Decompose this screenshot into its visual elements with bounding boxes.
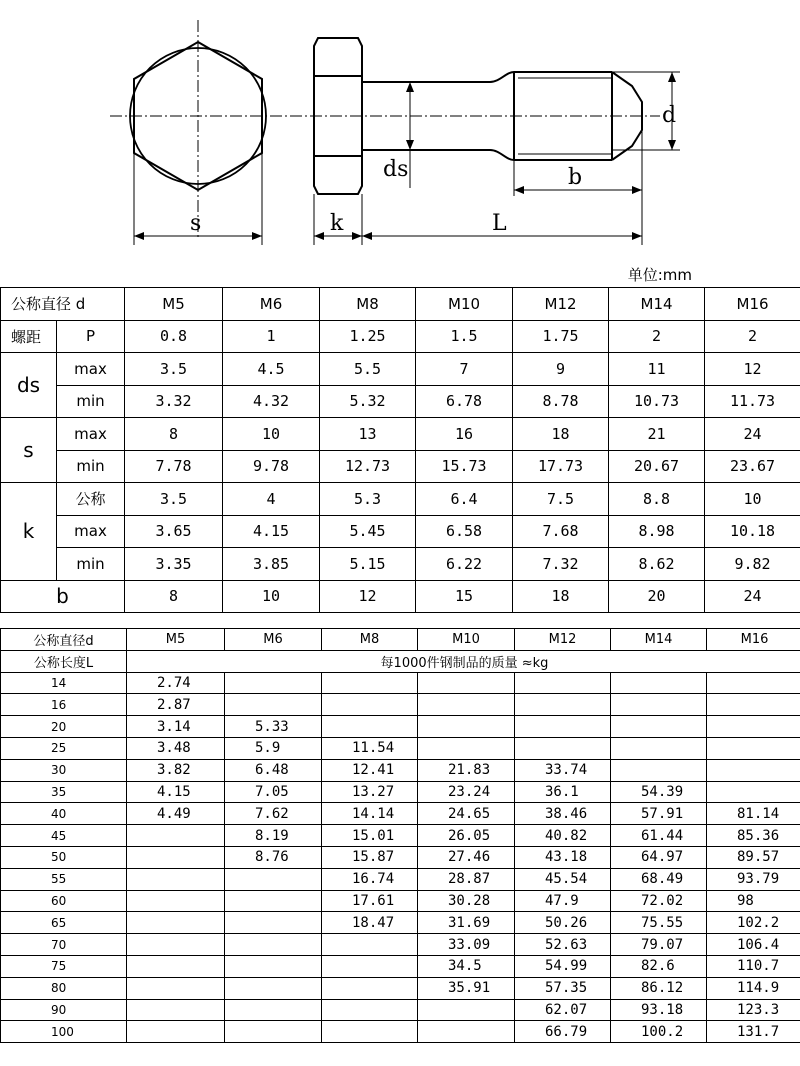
mass-cell: 11.54 xyxy=(322,737,418,759)
mass-cell: 23.24 xyxy=(418,781,515,803)
mass-cell: 75.55 xyxy=(611,912,707,934)
mass-cell xyxy=(418,694,515,716)
mass-cell: 15.01 xyxy=(322,825,418,847)
mass-cell: 54.99 xyxy=(515,955,611,977)
mass-cell: 24.65 xyxy=(418,803,515,825)
k-min-cell: 5.15 xyxy=(320,548,416,581)
k-nom-label: 公称 xyxy=(57,483,125,516)
mass-cell: 15.87 xyxy=(322,846,418,868)
k-min-row xyxy=(1,548,800,581)
mass-cell xyxy=(707,716,800,738)
k-max-cell: 7.68 xyxy=(513,515,609,548)
mass-cell xyxy=(225,977,322,999)
length-cell: 55 xyxy=(1,868,127,890)
mass-cell: 98 xyxy=(707,890,800,912)
s-min-cell: 20.67 xyxy=(609,450,705,483)
min-label: min xyxy=(57,548,125,581)
dim-label-d: d xyxy=(662,103,677,128)
ds-min-cell: 4.32 xyxy=(223,385,320,418)
mass-size-cell: M14 xyxy=(611,629,707,651)
mass-cell: 26.05 xyxy=(418,825,515,847)
mass-cell xyxy=(515,694,611,716)
mass-cell: 47.9 xyxy=(515,890,611,912)
ds-min-cell: 10.73 xyxy=(609,385,705,418)
mass-nominal-label: 公称直径d xyxy=(1,629,127,651)
mass-cell xyxy=(225,999,322,1021)
mass-cell xyxy=(225,912,322,934)
k-nom-cell: 6.4 xyxy=(416,483,513,516)
mass-cell: 93.79 xyxy=(707,868,800,890)
mass-cell xyxy=(127,890,225,912)
dim-label-ds: ds xyxy=(383,157,409,182)
size-cell: M14 xyxy=(609,288,705,321)
mass-cell: 4.49 xyxy=(127,803,225,825)
mass-cell: 35.91 xyxy=(418,977,515,999)
k-nom-cell: 3.5 xyxy=(125,483,223,516)
mass-cell xyxy=(225,694,322,716)
max-label: max xyxy=(57,515,125,548)
k-min-cell: 9.82 xyxy=(705,548,800,581)
ds-min-cell: 5.32 xyxy=(320,385,416,418)
k-min-cell: 6.22 xyxy=(416,548,513,581)
bolt-drawing xyxy=(0,0,800,262)
ds-max-cell: 4.5 xyxy=(223,353,320,386)
k-max-cell: 3.65 xyxy=(125,515,223,548)
mass-cell xyxy=(322,716,418,738)
mass-cell: 31.69 xyxy=(418,912,515,934)
mass-cell: 33.74 xyxy=(515,759,611,781)
length-cell: 40 xyxy=(1,803,127,825)
ds-max-cell: 7 xyxy=(416,353,513,386)
mass-cell: 52.63 xyxy=(515,934,611,956)
mass-cell xyxy=(225,672,322,694)
mass-cell xyxy=(127,868,225,890)
b-cell: 24 xyxy=(705,580,800,613)
mass-cell xyxy=(225,1021,322,1043)
mass-cell: 36.1 xyxy=(515,781,611,803)
mass-caption: 每1000件钢制品的质量 ≈kg xyxy=(127,650,800,672)
dim-label-b: b xyxy=(568,165,583,190)
mass-cell xyxy=(418,999,515,1021)
pitch-label: 螺距 xyxy=(1,320,57,353)
s-label: s xyxy=(1,418,57,483)
mass-cell xyxy=(418,737,515,759)
mass-cell: 81.14 xyxy=(707,803,800,825)
table-row xyxy=(1,912,800,934)
mass-size-cell: M6 xyxy=(225,629,322,651)
ds-max-cell: 12 xyxy=(705,353,800,386)
mass-cell xyxy=(322,694,418,716)
mass-cell: 2.87 xyxy=(127,694,225,716)
mass-cell: 5.33 xyxy=(225,716,322,738)
table-row xyxy=(1,759,800,781)
mass-cell: 100.2 xyxy=(611,1021,707,1043)
mass-cell xyxy=(707,694,800,716)
k-nom-cell: 10 xyxy=(705,483,800,516)
mass-cell: 6.48 xyxy=(225,759,322,781)
mass-cell xyxy=(322,1021,418,1043)
mass-cell xyxy=(127,1021,225,1043)
b-cell: 15 xyxy=(416,580,513,613)
mass-cell: 2.74 xyxy=(127,672,225,694)
pitch-cell: 1 xyxy=(223,320,320,353)
length-cell: 80 xyxy=(1,977,127,999)
mass-cell xyxy=(322,977,418,999)
b-row xyxy=(1,580,800,613)
s-max-cell: 24 xyxy=(705,418,800,451)
k-nom-row xyxy=(1,483,800,516)
ds-max-cell: 11 xyxy=(609,353,705,386)
max-label: max xyxy=(57,353,125,386)
bolt-side-view xyxy=(290,38,680,245)
ds-min-cell: 3.32 xyxy=(125,385,223,418)
b-cell: 12 xyxy=(320,580,416,613)
dim-label-L: L xyxy=(492,211,507,236)
b-cell: 8 xyxy=(125,580,223,613)
mass-size-cell: M8 xyxy=(322,629,418,651)
k-nom-cell: 5.3 xyxy=(320,483,416,516)
mass-cell: 40.82 xyxy=(515,825,611,847)
mass-cell: 54.39 xyxy=(611,781,707,803)
mass-cell xyxy=(225,955,322,977)
mass-table xyxy=(0,628,800,1043)
k-min-cell: 3.35 xyxy=(125,548,223,581)
mass-cell: 89.57 xyxy=(707,846,800,868)
s-max-cell: 18 xyxy=(513,418,609,451)
mass-cell xyxy=(127,977,225,999)
s-max-cell: 21 xyxy=(609,418,705,451)
ds-min-cell: 11.73 xyxy=(705,385,800,418)
size-cell: M6 xyxy=(223,288,320,321)
nominal-label: 公称直径 d xyxy=(1,288,125,321)
mass-cell xyxy=(127,846,225,868)
ds-label: ds xyxy=(1,353,57,418)
mass-cell: 102.2 xyxy=(707,912,800,934)
ds-max-cell: 5.5 xyxy=(320,353,416,386)
size-cell: M5 xyxy=(125,288,223,321)
mass-cell xyxy=(611,759,707,781)
mass-cell xyxy=(611,737,707,759)
length-cell: 20 xyxy=(1,716,127,738)
k-max-cell: 5.45 xyxy=(320,515,416,548)
ds-max-cell: 3.5 xyxy=(125,353,223,386)
length-cell: 16 xyxy=(1,694,127,716)
mass-cell: 27.46 xyxy=(418,846,515,868)
size-cell: M16 xyxy=(705,288,800,321)
s-min-cell: 12.73 xyxy=(320,450,416,483)
mass-cell xyxy=(322,672,418,694)
b-cell: 10 xyxy=(223,580,320,613)
mass-cell xyxy=(707,759,800,781)
mass-cell xyxy=(127,912,225,934)
max-label: max xyxy=(57,418,125,451)
mass-cell xyxy=(515,716,611,738)
pitch-cell: 2 xyxy=(609,320,705,353)
length-cell: 65 xyxy=(1,912,127,934)
k-min-cell: 7.32 xyxy=(513,548,609,581)
mass-cell: 57.35 xyxy=(515,977,611,999)
table-row xyxy=(1,694,800,716)
mass-cell xyxy=(127,825,225,847)
table-row xyxy=(1,955,800,977)
mass-cell xyxy=(515,672,611,694)
table-row xyxy=(1,999,800,1021)
pitch-symbol: P xyxy=(57,320,125,353)
ds-min-cell: 8.78 xyxy=(513,385,609,418)
mass-cell xyxy=(418,672,515,694)
mass-cell: 110.7 xyxy=(707,955,800,977)
ds-min-row xyxy=(1,385,800,418)
length-cell: 90 xyxy=(1,999,127,1021)
mass-cell: 3.82 xyxy=(127,759,225,781)
k-max-cell: 10.18 xyxy=(705,515,800,548)
mass-cell: 57.91 xyxy=(611,803,707,825)
mass-size-cell: M16 xyxy=(707,629,800,651)
mass-cell xyxy=(707,672,800,694)
mass-cell: 72.02 xyxy=(611,890,707,912)
ds-max-cell: 9 xyxy=(513,353,609,386)
k-max-cell: 4.15 xyxy=(223,515,320,548)
mass-cell: 7.62 xyxy=(225,803,322,825)
mass-cell: 21.83 xyxy=(418,759,515,781)
mass-cell: 38.46 xyxy=(515,803,611,825)
nominal-row xyxy=(1,288,800,321)
table-row xyxy=(1,672,800,694)
k-label: k xyxy=(1,483,57,581)
length-cell: 30 xyxy=(1,759,127,781)
mass-cell: 106.4 xyxy=(707,934,800,956)
mass-cell xyxy=(322,934,418,956)
s-min-row xyxy=(1,450,800,483)
mass-cell: 12.41 xyxy=(322,759,418,781)
mass-cell xyxy=(225,868,322,890)
mass-cell: 13.27 xyxy=(322,781,418,803)
mass-cell xyxy=(611,672,707,694)
mass-cell: 86.12 xyxy=(611,977,707,999)
k-max-cell: 6.58 xyxy=(416,515,513,548)
mass-cell: 5.9 xyxy=(225,737,322,759)
size-cell: M10 xyxy=(416,288,513,321)
s-max-cell: 16 xyxy=(416,418,513,451)
mass-cell: 123.3 xyxy=(707,999,800,1021)
s-min-cell: 7.78 xyxy=(125,450,223,483)
size-cell: M12 xyxy=(513,288,609,321)
table-row xyxy=(1,890,800,912)
mass-cell: 28.87 xyxy=(418,868,515,890)
pitch-cell: 0.8 xyxy=(125,320,223,353)
mass-size-cell: M10 xyxy=(418,629,515,651)
s-min-cell: 17.73 xyxy=(513,450,609,483)
mass-cell xyxy=(127,999,225,1021)
table-row xyxy=(1,737,800,759)
mass-cell xyxy=(225,934,322,956)
mass-cell: 93.18 xyxy=(611,999,707,1021)
mass-cell xyxy=(322,955,418,977)
b-cell: 18 xyxy=(513,580,609,613)
length-cell: 35 xyxy=(1,781,127,803)
mass-caption-row xyxy=(1,650,800,672)
k-nom-cell: 4 xyxy=(223,483,320,516)
mass-cell: 3.14 xyxy=(127,716,225,738)
s-max-cell: 13 xyxy=(320,418,416,451)
pitch-cell: 1.75 xyxy=(513,320,609,353)
table-row xyxy=(1,977,800,999)
mass-cell xyxy=(707,781,800,803)
pitch-cell: 2 xyxy=(705,320,800,353)
mass-cell: 45.54 xyxy=(515,868,611,890)
mass-cell: 64.97 xyxy=(611,846,707,868)
k-min-cell: 8.62 xyxy=(609,548,705,581)
mass-cell: 66.79 xyxy=(515,1021,611,1043)
mass-cell: 34.5 xyxy=(418,955,515,977)
length-cell: 14 xyxy=(1,672,127,694)
mass-length-label: 公称长度L xyxy=(1,650,127,672)
size-cell: M8 xyxy=(320,288,416,321)
mass-cell: 85.36 xyxy=(707,825,800,847)
mass-cell xyxy=(611,694,707,716)
spec-table xyxy=(0,287,800,613)
mass-cell: 3.48 xyxy=(127,737,225,759)
mass-cell xyxy=(611,716,707,738)
table-row xyxy=(1,1021,800,1043)
mass-cell xyxy=(127,955,225,977)
mass-cell: 8.76 xyxy=(225,846,322,868)
mass-cell: 114.9 xyxy=(707,977,800,999)
mass-size-cell: M12 xyxy=(515,629,611,651)
k-min-cell: 3.85 xyxy=(223,548,320,581)
length-cell: 45 xyxy=(1,825,127,847)
pitch-cell: 1.25 xyxy=(320,320,416,353)
length-cell: 25 xyxy=(1,737,127,759)
table-row xyxy=(1,781,800,803)
ds-min-cell: 6.78 xyxy=(416,385,513,418)
dim-label-s: s xyxy=(190,211,202,236)
mass-cell xyxy=(418,1021,515,1043)
mass-cell: 16.74 xyxy=(322,868,418,890)
b-cell: 20 xyxy=(609,580,705,613)
unit-label: 单位:mm xyxy=(627,266,692,284)
mass-cell xyxy=(225,890,322,912)
mass-cell: 82.6 xyxy=(611,955,707,977)
mass-cell: 17.61 xyxy=(322,890,418,912)
mass-cell: 30.28 xyxy=(418,890,515,912)
length-cell: 75 xyxy=(1,955,127,977)
ds-max-row xyxy=(1,353,800,386)
mass-cell: 61.44 xyxy=(611,825,707,847)
pitch-row xyxy=(1,320,800,353)
min-label: min xyxy=(57,385,125,418)
k-max-cell: 8.98 xyxy=(609,515,705,548)
mass-header-row xyxy=(1,629,800,651)
table-row xyxy=(1,825,800,847)
mass-cell: 50.26 xyxy=(515,912,611,934)
table-row xyxy=(1,716,800,738)
s-max-row xyxy=(1,418,800,451)
s-max-cell: 10 xyxy=(223,418,320,451)
length-cell: 50 xyxy=(1,846,127,868)
mass-cell: 79.07 xyxy=(611,934,707,956)
mass-cell: 4.15 xyxy=(127,781,225,803)
pitch-cell: 1.5 xyxy=(416,320,513,353)
s-min-cell: 9.78 xyxy=(223,450,320,483)
s-max-cell: 8 xyxy=(125,418,223,451)
k-nom-cell: 8.8 xyxy=(609,483,705,516)
mass-cell: 43.18 xyxy=(515,846,611,868)
mass-cell: 131.7 xyxy=(707,1021,800,1043)
mass-cell: 68.49 xyxy=(611,868,707,890)
dim-label-k: k xyxy=(330,211,344,236)
table-row xyxy=(1,803,800,825)
table-row xyxy=(1,846,800,868)
table-row xyxy=(1,934,800,956)
mass-cell: 62.07 xyxy=(515,999,611,1021)
mass-cell xyxy=(515,737,611,759)
min-label: min xyxy=(57,450,125,483)
b-label: b xyxy=(1,580,125,613)
length-cell: 60 xyxy=(1,890,127,912)
mass-cell: 7.05 xyxy=(225,781,322,803)
mass-cell: 8.19 xyxy=(225,825,322,847)
length-cell: 70 xyxy=(1,934,127,956)
k-max-row xyxy=(1,515,800,548)
mass-cell xyxy=(418,716,515,738)
mass-cell: 18.47 xyxy=(322,912,418,934)
mass-cell xyxy=(322,999,418,1021)
mass-cell: 33.09 xyxy=(418,934,515,956)
k-nom-cell: 7.5 xyxy=(513,483,609,516)
mass-size-cell: M5 xyxy=(127,629,225,651)
s-min-cell: 15.73 xyxy=(416,450,513,483)
mass-cell: 14.14 xyxy=(322,803,418,825)
mass-cell xyxy=(127,934,225,956)
table-row xyxy=(1,868,800,890)
s-min-cell: 23.67 xyxy=(705,450,800,483)
mass-cell xyxy=(707,737,800,759)
length-cell: 100 xyxy=(1,1021,127,1043)
